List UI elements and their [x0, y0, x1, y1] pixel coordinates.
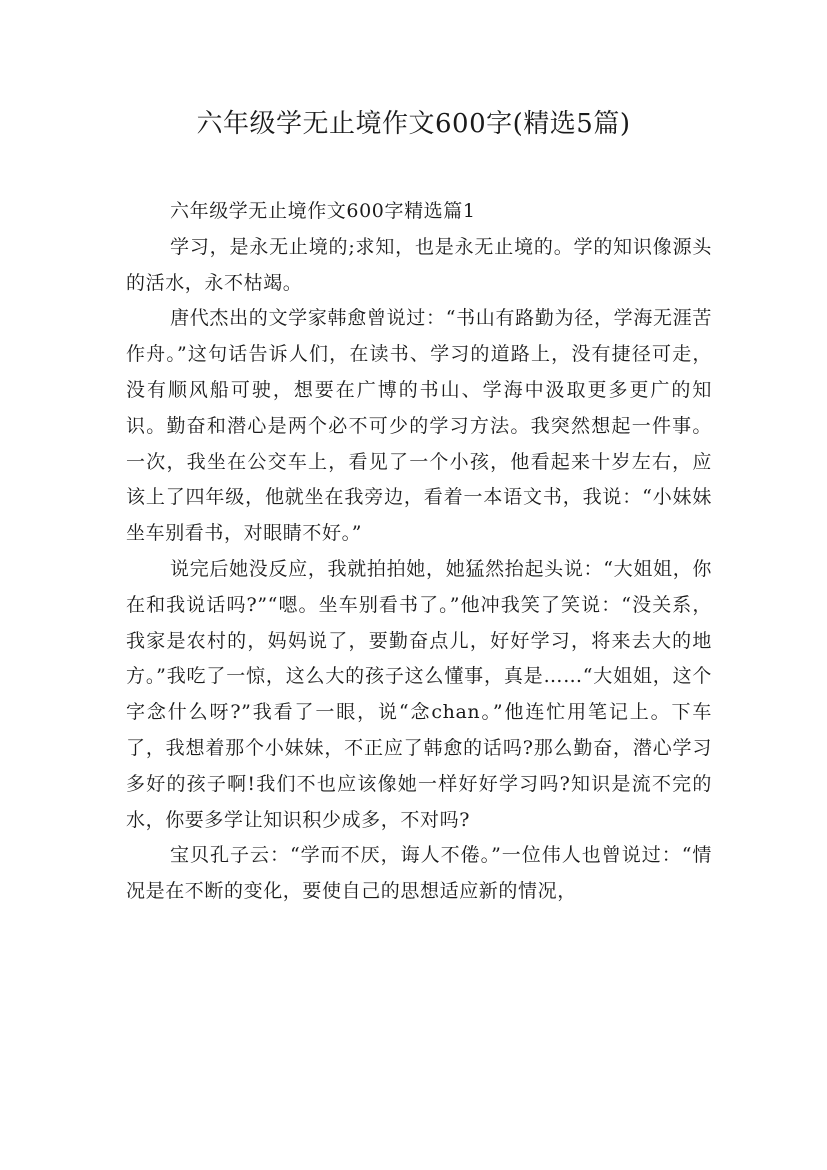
paragraph-2: 唐代杰出的文学家韩愈曾说过：“书山有路勤为径，学海无涯苦作舟。”这句话告诉人们，在读书、学习的道路上，没有捷径可走，没有顺风船可驶，想要在广博的书山、学海中汲取更多更广的知识。勤奋和潜心是两个必不可少的学习方法。我突然想起一件事。一次，我坐在公交车上，看见了一个小孩，他看起来十岁左右，应该上了四年级，他就坐在我旁边，看着一本语文书，我说：“小妹妹坐车别看书，对眼睛不好。”	[126, 307, 712, 545]
paragraph-3: 说完后她没反应，我就拍拍她，她猛然抬起头说：“大姐姐，你在和我说话吗?”“嗯。坐车别看书了。”他冲我笑了笑说：“没关系，我家是农村的，妈妈说了，要勤奋点儿，好好学习，将来去大的地方。”我吃了一惊，这么大的孩子这么懂事，真是……“大姐姐，这个字念什么呀?”我看了一眼，说“念chan。”他连忙用笔记上。下车了，我想着那个小妹妹，不正应了韩愈的话吗?那么勤奋，潜心学习多好的孩子啊!我们不也应该像她一样好好学习吗?知识是流不完的水，你要多学让知识积少成多，不对吗?	[126, 557, 712, 831]
document-body	[126, 194, 712, 910]
paragraph-4: 宝贝孔子云：“学而不厌，诲人不倦。”一位伟人也曾说过：“情况是在不断的变化，要使自己的思想适应新的情况，	[126, 844, 712, 903]
section-heading: 六年级学无止境作文600字精选篇1	[170, 200, 476, 222]
document-title: 六年级学无止境作文600字(精选5篇)	[196, 109, 631, 139]
paragraph-1: 学习，是永无止境的;求知，也是永无止境的。学的知识像源头的活水，永不枯竭。	[126, 235, 712, 294]
